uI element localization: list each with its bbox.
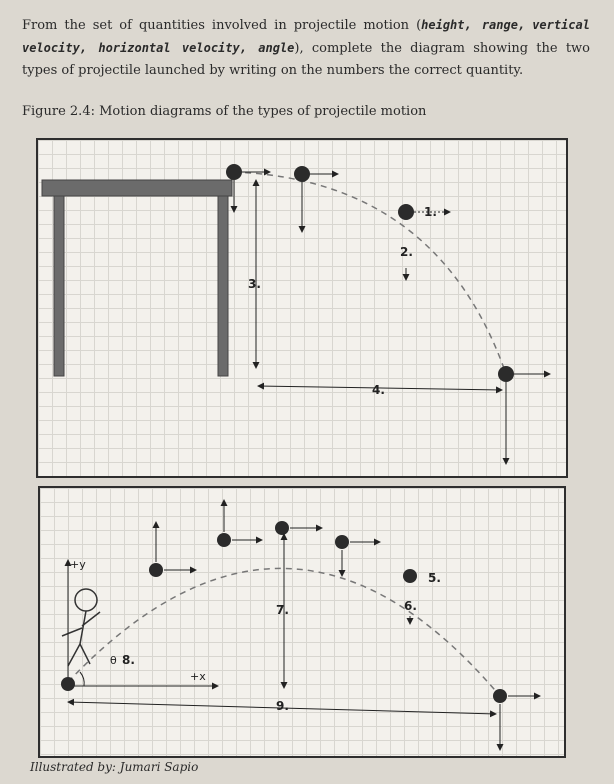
label-1: 1. [424, 205, 437, 219]
angled-projectile-diagram [38, 486, 566, 758]
theta-symbol: θ [110, 654, 117, 667]
label-3: 3. [248, 277, 261, 291]
ball-descending [335, 535, 380, 576]
label-4: 4. [372, 383, 385, 397]
label-5: 5. [428, 571, 441, 585]
horizontal-projectile-diagram [36, 138, 568, 478]
ball-landing [493, 689, 540, 750]
label-7: 7. [276, 603, 289, 617]
y-axis-label: +y [70, 558, 86, 571]
x-axis-label: +x [190, 670, 206, 683]
ball-falling [403, 569, 417, 624]
ball-2 [294, 166, 338, 232]
label-2: 2. [400, 245, 413, 259]
label-6: 6. [404, 599, 417, 613]
ball-rising [149, 522, 196, 577]
ball-landing [498, 366, 550, 464]
trajectory-path [234, 172, 506, 374]
ball-launch [226, 164, 270, 212]
ball-launch [61, 672, 84, 691]
label-9: 9. [276, 699, 289, 713]
ball-near-top [217, 500, 262, 547]
figure-caption: Figure 2.4: Motion diagrams of the types of projectile motion [22, 104, 427, 119]
ball-peak [275, 521, 322, 535]
quantities-list-1: height, range, [421, 18, 526, 32]
label-8: 8. [122, 653, 135, 667]
table [42, 180, 232, 376]
instructions-text [22, 14, 590, 82]
instructions-part-2: ), complete the diagram showing the two types of projectile launched by writing on the numbers the correct quantity. [22, 41, 590, 78]
instructions-part-1: From the set of quantities involved in projectile motion ( [22, 18, 422, 33]
illustrator-credit: Illustrated by: Jumari Sapio [30, 760, 199, 774]
quantities-list-2: vertical velocity, horizontal velocity, angle [22, 18, 590, 55]
